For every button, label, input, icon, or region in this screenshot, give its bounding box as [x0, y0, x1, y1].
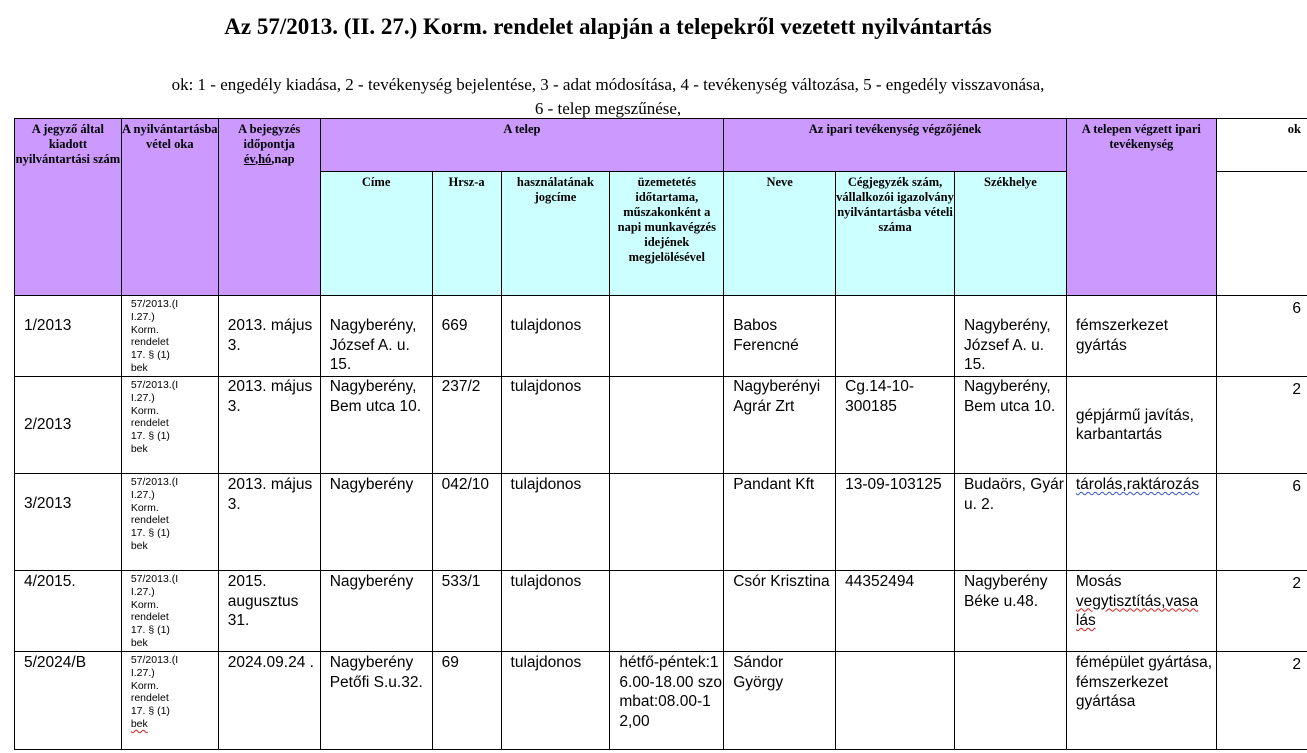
header-registration-reason: A nyilvántartásba vétel oka [121, 119, 218, 296]
cell-reason: 57/2013.(I I.27.) Korm. rendelet 17. § (1) bek [121, 571, 218, 652]
header-entry-date-day: ,nap [271, 152, 295, 166]
cell-date: 2024.09.24 . [218, 652, 320, 750]
header-entry-date-sep: , [254, 152, 259, 166]
cell-ok: 2 [1216, 377, 1307, 474]
header-registry-number: A jegyző által kiadott nyilvántartási szám [15, 119, 122, 296]
cell-address: Nagyberény [320, 474, 432, 571]
table-row [15, 377, 1307, 474]
cell-date: 2013. május 3. [218, 296, 320, 377]
table-row [15, 296, 1307, 377]
cell-number: 3/2013 [15, 474, 122, 571]
cell-title: tulajdonos [501, 571, 610, 652]
cell-seat: Nagyberény Béke u.48. [954, 571, 1066, 652]
cell-lot: 669 [432, 296, 501, 377]
cell-regno: Cg.14-10-300185 [836, 377, 955, 474]
cell-seat: Nagyberény, Bem utca 10. [954, 377, 1066, 474]
cell-regno [836, 652, 955, 750]
header-entry-date-year: év [243, 152, 255, 166]
cell-hours: hétfő-péntek:16.00-18.00 szombat:08.00-12,00 [610, 652, 724, 750]
cell-number: 4/2015. [15, 571, 122, 652]
legend-line-1: ok: 1 - engedély kiadása, 2 - tevékenység bejelentése, 3 - adat módosítása, 4 - tevékenység változása, 5 - engedély visszavonása, [171, 75, 1045, 94]
cell-number: 2/2013 [15, 377, 122, 474]
header-ok-sub [1216, 172, 1307, 296]
cell-date: 2013. május 3. [218, 474, 320, 571]
header-site-lot: Hrsz-a [432, 172, 501, 296]
cell-hours [610, 474, 724, 571]
header-group-site: A telep [320, 119, 724, 172]
cell-reason: 57/2013.(I I.27.) Korm. rendelet 17. § (1) bek [121, 652, 218, 750]
cell-operator-name: Sándor György [724, 652, 836, 750]
cell-address: Nagyberény, József A. u. 15. [320, 296, 432, 377]
header-row-groups [15, 119, 1307, 172]
cell-activity-text: tárolás,raktározás [1075, 476, 1200, 493]
cell-operator-name: Nagyberényi Agrár Zrt [724, 377, 836, 474]
cell-title: tulajdonos [501, 652, 610, 750]
cell-regno: 13-09-103125 [836, 474, 955, 571]
cell-lot: 237/2 [432, 377, 501, 474]
cell-operator-name: Pandant Kft [724, 474, 836, 571]
header-operator-name: Neve [724, 172, 836, 296]
cell-number: 5/2024/B [15, 652, 122, 750]
cell-title: tulajdonos [501, 474, 610, 571]
cell-activity: fémépület gyártása, fémszerkezet gyártása [1066, 652, 1216, 750]
cell-lot: 042/10 [432, 474, 501, 571]
cell-activity: Mosás vegytisztítás,vasa lás [1066, 571, 1216, 652]
table-row [15, 571, 1307, 652]
header-entry-date [218, 119, 320, 296]
cell-date: 2015. augusztus 31. [218, 571, 320, 652]
header-site-address: Címe [320, 172, 432, 296]
header-activity: A telepen végzett ipari tevékenység [1066, 119, 1216, 296]
header-entry-date-month: hó [258, 152, 272, 166]
header-operator-seat: Székhelye [954, 172, 1066, 296]
cell-seat: Budaörs, Gyár u. 2. [954, 474, 1066, 571]
cell-regno [836, 296, 955, 377]
cell-hours [610, 296, 724, 377]
cell-ok: 6 [1216, 474, 1307, 571]
cell-lot: 533/1 [432, 571, 501, 652]
cell-activity [1066, 474, 1216, 571]
cell-title: tulajdonos [501, 377, 610, 474]
cell-reason: 57/2013.(I I.27.) Korm. rendelet 17. § (1) bek [121, 474, 218, 571]
legend-line-2: 6 - telep megszűnése, [534, 99, 682, 118]
cell-ok: 2 [1216, 652, 1307, 750]
cell-address: Nagyberény [320, 571, 432, 652]
cell-hours [610, 377, 724, 474]
cell-address: Nagyberény Petőfi S.u.32. [320, 652, 432, 750]
cell-lot: 69 [432, 652, 501, 750]
header-site-title: használatának jogcíme [501, 172, 610, 296]
cell-reason: 57/2013.(I I.27.) Korm. rendelet 17. § (1) bek [121, 377, 218, 474]
header-operator-regno: Cégjegyzék szám, vállalkozói igazolvány nyilvántartásba vételi száma [836, 172, 955, 296]
header-entry-date-text: A bejegyzés időpontja [238, 122, 301, 151]
header-ok: ok [1216, 119, 1307, 172]
cell-ok: 6 [1216, 296, 1307, 377]
cell-operator-name: Csór Krisztina [724, 571, 836, 652]
cell-reason: 57/2013.(I I.27.) Korm. rendelet 17. § (1) bek [121, 296, 218, 377]
header-group-operator: Az ipari tevékenység végzőjének [724, 119, 1067, 172]
cell-regno: 44352494 [836, 571, 955, 652]
cell-address: Nagyberény, Bem utca 10. [320, 377, 432, 474]
cell-activity: gépjármű javítás, karbantartás [1066, 377, 1216, 474]
cell-hours [610, 571, 724, 652]
header-site-hours: üzemetetés időtartama, műszakonként a napi munkavégzés idejének megjelölésével [610, 172, 724, 296]
cell-number: 1/2013 [15, 296, 122, 377]
table-row [15, 652, 1307, 750]
cell-date: 2013. május 3. [218, 377, 320, 474]
document-title: Az 57/2013. (II. 27.) Korm. rendelet alapján a telepekről vezetett nyilvántartás [224, 14, 992, 39]
cell-operator-name: Babos Ferencné [724, 296, 836, 377]
cell-seat: Nagyberény, József A. u. 15. [954, 296, 1066, 377]
cell-title: tulajdonos [501, 296, 610, 377]
cell-seat [954, 652, 1066, 750]
cell-activity: fémszerkezet gyártás [1066, 296, 1216, 377]
table-row [15, 474, 1307, 571]
registry-table [14, 118, 1307, 750]
cell-ok: 2 [1216, 571, 1307, 652]
